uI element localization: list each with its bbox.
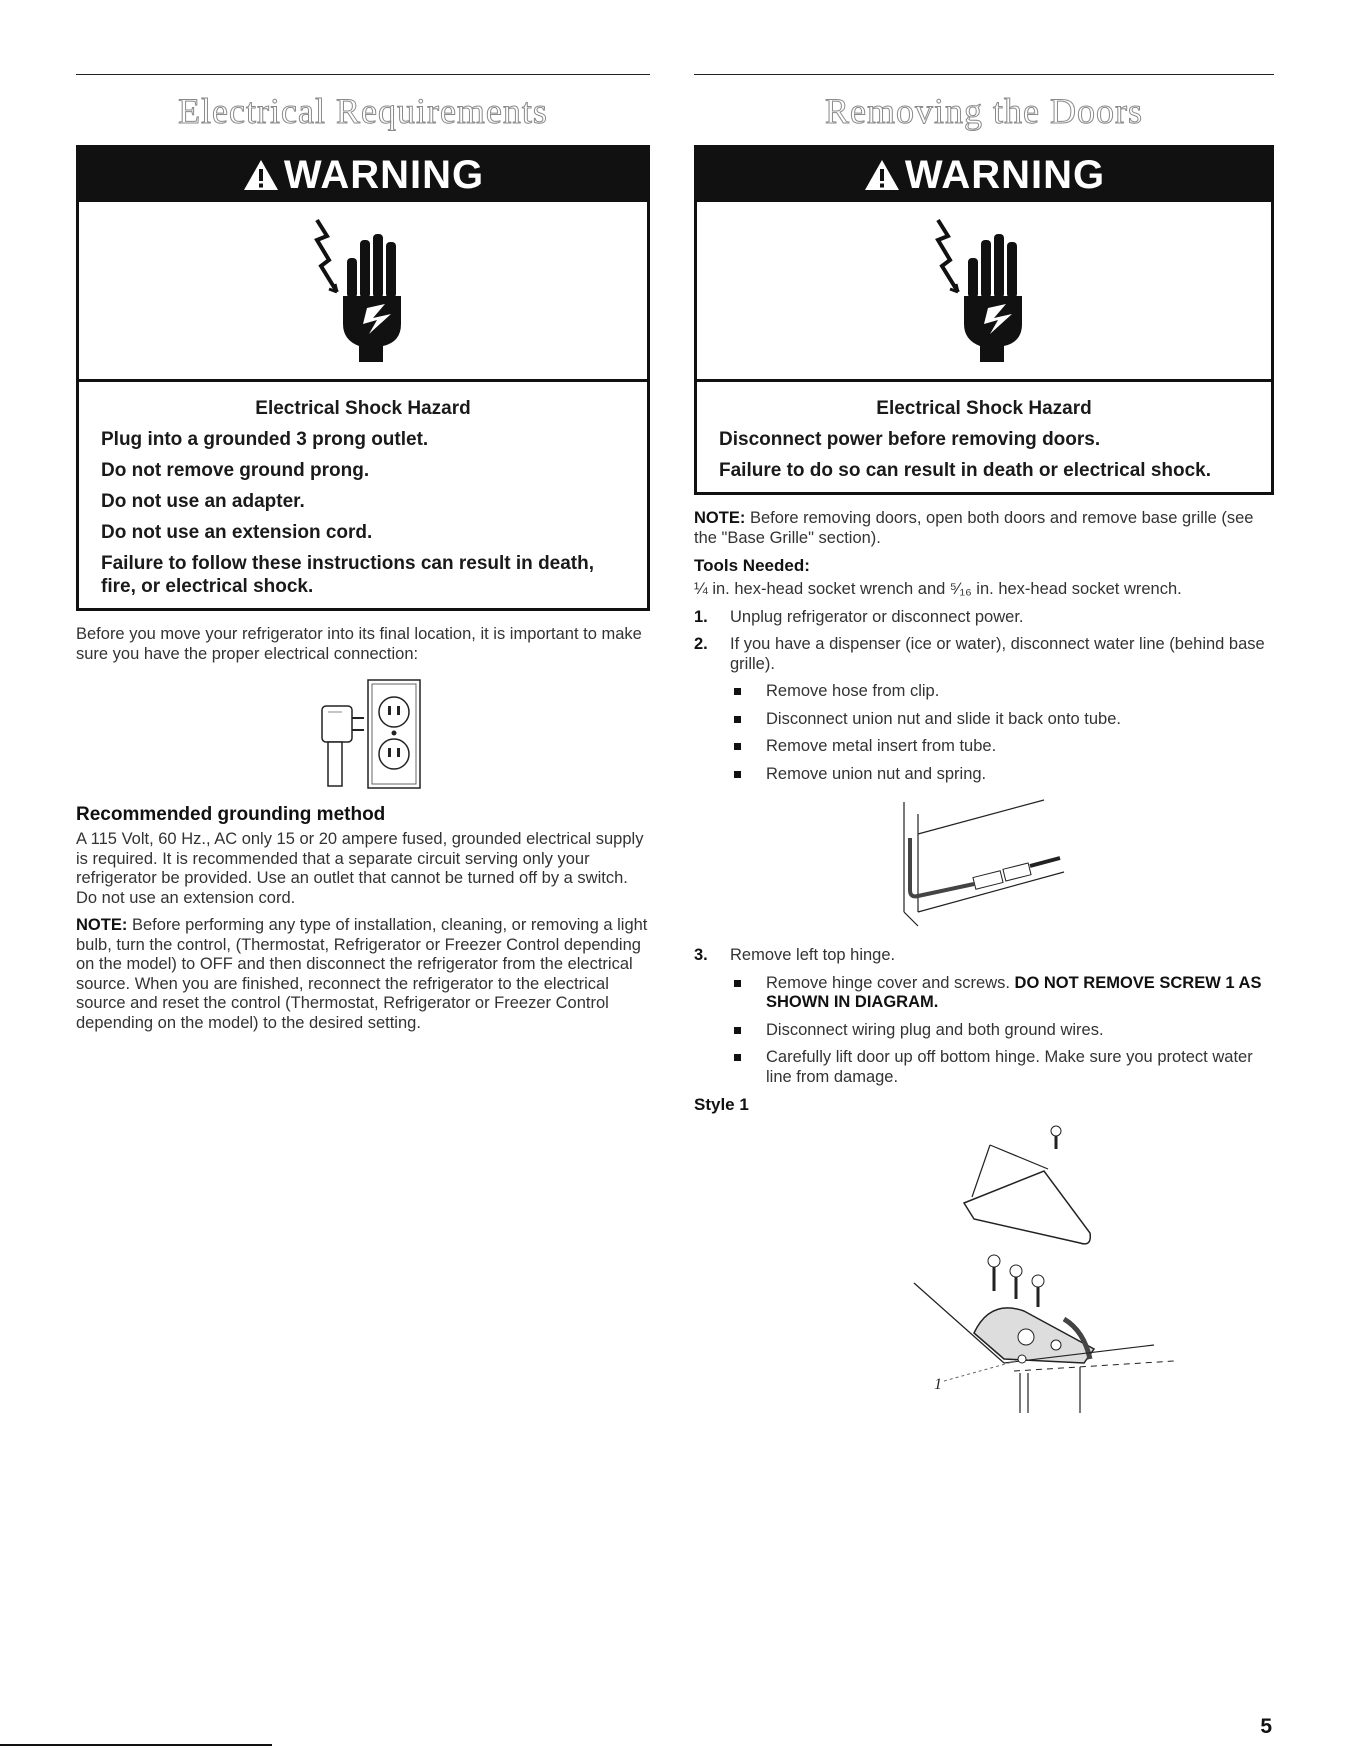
note-paragraph — [76, 916, 650, 1033]
warning-triangle-icon — [863, 158, 901, 192]
hazard-title: Electrical Shock Hazard — [255, 398, 471, 419]
shock-hazard-pictogram — [79, 202, 647, 382]
warning-box — [76, 145, 650, 611]
substep-text: Remove hinge cover and screws. — [766, 973, 1010, 992]
grounding-heading: Recommended grounding method — [76, 804, 386, 825]
right-column — [694, 74, 1274, 1413]
left-column — [76, 74, 650, 1041]
warning-text — [697, 382, 1271, 492]
warning-header — [79, 148, 647, 202]
warning-triangle-icon — [242, 158, 280, 192]
substep-item — [730, 974, 1274, 1013]
do-not-remove-warning: DO NOT REMOVE SCREW 1 AS SHOWN IN DIAGRAM. — [766, 973, 1262, 1011]
warning-text — [79, 382, 647, 608]
warning-line: Do not remove ground prong. — [101, 460, 370, 481]
page-number: 5 — [1260, 1715, 1272, 1738]
step-number: 3. — [694, 946, 708, 964]
step-number: 1. — [694, 607, 708, 626]
hazard-title: Electrical Shock Hazard — [876, 398, 1092, 419]
step-text: Remove left top hinge. — [730, 946, 896, 964]
substep-item: Carefully lift door up off bottom hinge. Make sure you protect water line from damage. — [730, 1048, 1274, 1087]
warning-label: WARNING — [283, 152, 485, 197]
section-title-doors: Removing the Doors — [825, 91, 1143, 131]
hinge-callout-number: 1 — [934, 1376, 942, 1393]
steps-list — [694, 608, 1274, 785]
steps-list-continued — [694, 946, 1274, 1087]
top-rule — [694, 74, 1274, 75]
step-item — [694, 635, 1274, 784]
note-text: Before removing doors, open both doors and remove base grille (see the "Base Grille" section). — [694, 509, 1254, 547]
style-label: Style 1 — [694, 1095, 749, 1114]
outlet-figure — [76, 676, 650, 796]
warning-line: Do not use an extension cord. — [101, 522, 373, 543]
hinge-illustration — [794, 1123, 1174, 1413]
note-text: Before performing any type of installation, cleaning, or removing a light bulb, turn the control, (Thermostat, Refrigerator or Freezer Control depending on the model) to OFF and then disconnect the refrigerator from the electrical source. When you are finished, reconnect the refrigerator to the electrical source and reset the control (Thermostat, Refrigerator or Freezer Control depending on the model) to the desired setting. — [76, 916, 648, 1032]
substep-list — [730, 974, 1274, 1088]
section-title-electrical: Electrical Requirements — [178, 91, 548, 131]
note-label: NOTE: — [694, 509, 746, 527]
water-line-illustration — [884, 794, 1084, 934]
tools-heading: Tools Needed: — [694, 556, 810, 575]
warning-line: Failure to do so can result in death or electrical shock. — [719, 460, 1212, 481]
note-label: NOTE: — [76, 916, 128, 934]
substep-item: Disconnect wiring plug and both ground wires. — [730, 1021, 1274, 1041]
step-item — [694, 608, 1274, 628]
substep-item: Remove hose from clip. — [730, 682, 1274, 702]
substep-item: Remove metal insert from tube. — [730, 737, 1274, 757]
substep-list — [730, 682, 1274, 784]
shock-hand-icon — [303, 216, 423, 366]
substep-item: Remove union nut and spring. — [730, 765, 1274, 785]
grounded-plug-outlet-illustration — [288, 676, 438, 796]
water-line-figure — [694, 794, 1274, 934]
warning-line: Disconnect power before removing doors. — [719, 429, 1101, 450]
warning-label: WARNING — [904, 152, 1106, 197]
warning-line: Plug into a grounded 3 prong outlet. — [101, 429, 429, 450]
step-number: 2. — [694, 635, 708, 653]
top-rule — [76, 74, 650, 75]
substep-item: Disconnect union nut and slide it back onto tube. — [730, 710, 1274, 730]
tools-text: ¼ in. hex-head socket wrench and ⁵⁄₁₆ in. hex-head socket wrench. — [694, 580, 1182, 598]
step-text: Unplug refrigerator or disconnect power. — [730, 607, 1024, 626]
grounding-paragraph: A 115 Volt, 60 Hz., AC only 15 or 20 ampere fused, grounded electrical supply is required. It is recommended that a separate circuit serving only your refrigerator be provided. Use an outlet that cannot be turned off by a switch. Do not use an extension cord. — [76, 830, 644, 907]
hinge-figure — [694, 1123, 1274, 1413]
footer-rule — [0, 1744, 272, 1746]
warning-line: Failure to follow these instructions can result in death, fire, or electrical shock. — [101, 553, 595, 597]
shock-hazard-pictogram — [697, 202, 1271, 382]
shock-hand-icon — [924, 216, 1044, 366]
warning-header — [697, 148, 1271, 202]
warning-line: Do not use an adapter. — [101, 491, 305, 512]
note-paragraph — [694, 509, 1274, 548]
warning-box — [694, 145, 1274, 495]
step-item — [694, 946, 1274, 1087]
intro-paragraph: Before you move your refrigerator into its final location, it is important to make sure you have the proper electrical connection: — [76, 625, 642, 663]
step-text: If you have a dispenser (ice or water), disconnect water line (behind base grille). — [730, 635, 1265, 673]
